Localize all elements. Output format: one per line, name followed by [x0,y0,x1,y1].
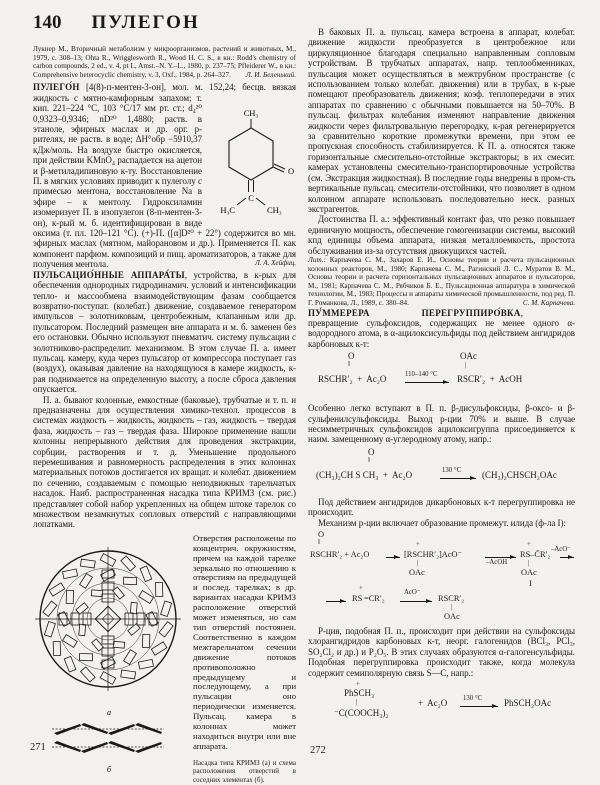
formula-number: I [529,578,532,588]
paragraph-pulsation-types: П. а. бывают колонные, емкостные (баковые), трубчатые и т. п. и предназначены для осуществления химико-технол. процессов в системах жидкость – жидкость, жидкость – газ, жидкость – твердая фаза, жидкость – газ – твердая фаза. Широкое применение нашли колонны непрерывного действия для проведения экстракции, сорбции, растворения и т. д. Уменьшение продольного перемешивания и равномерность распределения в этих колоннах материальных потоков достигается их вращат. и колебат. движением по сечению, создаваемым с помощью неподвижных тарельчатых насадок. Наиб. распространенная насадка типа КРИМЗ (см. рис.) представляет собой набор укрепленных на общем штоке тарелок со множеством незамкнутых сопловых отверстий с направляющими лопатками. [33,394,296,530]
formula-term: O [318,529,325,539]
header-page-number: 140 [33,12,62,33]
arrow-label: 130 °C [463,695,483,702]
carbon-label: C [248,192,254,203]
arrow-label: 130 °C [442,466,462,474]
figure-label-a: а [106,706,112,717]
reaction-scheme-semipolar [308,681,575,733]
paragraph-similar-reactions: Р-ция, подобная П. п., происходит при действии на сульфоксиды хлорангидридов карбоновых к-т, неорг. галогенидов (BCl₃, PCl₃, SO₂Cl₂ и др.) и P₂O₅. В этих случаях образуются α-галогенсульфиды. Подобная перегруппировка происходит также, когда молекула содержит семиполярную связь S—C, напр.: [308,625,575,678]
methyl-right-label: CH₃ [267,204,282,215]
paragraph-mechanism-intro: Механизм р-ции включает образование промежут. илида (ф-ла I): [318,517,566,528]
lit-label: Лит.: [308,255,326,264]
figure-side-text [193,534,296,784]
formula-term: + Ac₂O [418,698,448,708]
double-bond: ‖ [318,537,320,546]
reaction-arrow [386,557,400,558]
formula-term: OAc [521,567,537,577]
entry-text: [4(8)-п-ментен-3-он], мол. м. 152,24; бесцв. вязкая [79,82,296,93]
reaction-arrow [326,601,346,602]
single-bond: | [528,559,530,567]
reaction-arrow [440,478,476,479]
arrow-label: –AcOH [486,558,508,566]
left-column [33,45,296,784]
single-bond: | [465,361,467,370]
lit-text: Карпачева С. М., Захаров Е. И., Основы теории и расчета пульсационных колонных реакторов, М., 1980; Карпачева С. М., Рагинский Л. С., Муратов В. М., Основы теории и расчета горизонтальных пульсационных аппаратов и пульсаторов, М., 1981; Карпачева С. М., Рябчиков Б. Е., Пульсационная аппаратура в химической технологии, М., 1983; Процессы и аппараты химической промышленности, под ред. П. Г. Романкова, Л., 1989, с. 380–84. [308,255,575,307]
author-signature: С. М. Карпачева. [522,298,575,307]
arrow-label: AcO⁻ [404,588,421,596]
entry-pulsation [33,270,296,395]
paragraph-scope: Особенно легко вступают в П. п. β-дисульфоксиды, β-оксо- и β-сульфенилсульфоксиды. Выход р-ции 70% и выше. В случае несимметричных сульфоксидов ацилоксигруппа присоединяется к наим. замещенному α-углеродному атому, напр.: [308,403,575,445]
double-bond: ‖ [348,360,350,369]
formula-term: RSCHR′₂ + Ac₂O [310,549,370,559]
formula-term: OAc [444,611,460,621]
formula-term: OAc [460,351,477,362]
mechanism-scheme [308,531,575,623]
entry-text: жидкость с мятно-камфорным запахом; т. кип. 221–224 °C, 103 °C/17 мм рт. ст.; d₄²⁰ 0,9323–0,9346; nD²⁰ 1,4880; раств. в этаноле, эфирных маслах и др. орг. р-рителях, не раств. в воде; ΔH°обр −5910,37 кДж/моль. На воздухе быстро окисляется, при действии KMnO₄ распадается на ацетон и β-метиладипиновую к-ту. Восстановление П. в мягких условиях приводит к пулеголу с примесью ментона, восстановление Na в эфире – к ментолу. Гидроксиламин изомеризует П. в изопулегон (8-п-ментен-3-он), к-рый м. б. идентифицирован в виде оксима (т. пл. 120–121 °C). (+)-П. ([α]D²⁰ + 22°) содержится во мн. эфирных маслах (мятном, майорановом и др.). Применяется П. как компонент парфюм. композиций и пищ. ароматизаторов, а также для получения ментола. [33,92,296,270]
formula-term: [RSCHR′₂]AcO⁻ [404,549,463,559]
formula-term: OAc [409,567,425,577]
formula-term: RSCR′₂ + AcOH [457,374,523,385]
krimz-figure [33,534,296,784]
reaction-arrow [560,557,574,558]
arrow-label: 110–140 °C [405,371,438,379]
paragraph-wrapped: Отверстия расположены по концентрич. окружностям, причем на каждой тарелке зеркально по отношению к отверстиям на предыдущей и послед. тарелках; в др. вариантах насадки КРИМЗ расположение отверстий может изменяться, но сам тип отверстий постоянен. Соответственно в каждом межтарельчатом сечении движение потоков противоположно предыдущему и последующему, а при пульсации оно периодически изменяется. Пульсац. камера в колоннах может находиться внутри или вне аппарата. [193,532,296,751]
references-text: Лукнер М., Вторичный метаболизм у микроорганизмов, растений и животных, М., 1979, с. 308–13; Ohta R., Wrigglesworth R., Wood H. C. S., в кн.: Rodd's chemistry of carbon compounds, 2 ed., v. 4, pt L, Amst.–N. Y.–L., 1980, p. 237–75; Pfleiderer W., в кн.: Comprehensive heterocyclic chemistry, v. 3, Oxf., 1984, p. 264–327. [33,45,296,79]
formula-term: RSCHR′₂ + Ac₂O [318,374,387,385]
formula-term: ⁻C(COOCH₃)₂ [334,708,389,718]
paragraph-tank-apparatus: В баковых П. а. пульсац. камера встроена в аппарат, колебат. движение жидкости преобразуется в центробежное или циркуляционное благодаря специально направленным сопловым устройствам. В трубчатых аппаратах, напр. теплообменниках, пульсация может осуществляться в межтрубном пространстве (с использованием только колебат. движения) или в трубах, в к-рые помещают преобразователь движения; коэф. теплопередачи в этих аппаратах по сравнению с обычными повышается на 50–70%. В пульсац. фильтрах колебания изменяют направление движения жидкости через фильтровальную перегородку, к-рая регенерируется за сравнительно короткие промежутки времени, при этом ее пропускная способность стабилизируется. К П. а. относятся также горизонтальные смесительно-отстойные экстракторы; в их смесит. камерах установлены смесительно-транспортировочные устройства (см. Экстракция жидкостная). В последние годы внедрены в пром-сть вертикальные пульсац. смесители-отстойники, что позволяет в одном колонном аппарате использовать последовательно неск. разных экстрагентов. [308,27,575,214]
formula-term: (CH₃)₂CHSCH₂OAc [482,469,557,480]
figure-drawings [33,534,185,784]
entry-text: , устройства, в к-рых для обеспечения однородных гидродинамич. условий и интенсификации тепло- и массообмена взаимодействующим фазам сообщается возвратно-поступат. (колебат.) движение, создаваемое генератором импульсов – золотниковым, центробежным, клапанным или др. пульсатором. Последний размещен вне аппарата и м. б. заменен без его остановки. Обычно используют пневматич. систему пульсации с золотниково-распределит. механизмом. В этом случае П. а. имеет пульсац. камеру, куда через пульсатор от компрессора поступает газ (воздух), оказывая давление на находящуюся в камере жидкость, к-рая поднимается на определенную высоту, а после сброса давления опускается. [33,269,296,395]
krimz-plate-diagram [33,534,185,702]
pulegone-structure [206,94,296,222]
paragraph-dicarboxylic: Под действием ангидридов дикарбоновых к-т перегруппировка не происходит. [308,496,575,518]
arrow-label: –AcO⁻ [551,545,571,553]
formula-term: RS [352,593,363,603]
single-bond: | [356,698,358,706]
methyl-label: CH₃ [243,107,259,118]
figure-caption: Насадка типа КРИМЗ (а) и схема расположения отверстий в соседних элементах (б). [193,758,296,784]
page-number-left: 271 [30,742,46,753]
formula-term: PhSCH₂OAc [504,698,552,708]
single-bond: | [417,559,419,567]
formula-term: PhSCH₃ [344,688,375,698]
plus-charge: + [416,540,420,548]
author-signature: Л. И. Беленький. [245,70,296,79]
slot-arrangement-diagram [50,717,168,759]
formula-term: O [368,446,375,457]
formula-term: RSCR′₂ [438,593,465,603]
double-bond: ‖ [368,455,370,464]
entry-pummerer [308,308,575,350]
figure-label-b: б [106,763,112,774]
running-head-title: ПУЛЕГОН [91,12,200,33]
headword-pummerer: ПУ́ММЕРЕРА ПЕРЕГРУППИРО́ВКА [308,307,521,318]
reaction-arrow [405,382,449,383]
entry-text: , превращение сульфоксидов, содержащих не менее одного α-водородного атома, в α-ацилоксисульфиды под действием ангидридов карбоновых к-т: [308,307,575,349]
reaction-arrow [485,557,516,558]
plus-charge: + [356,681,360,688]
paragraph-advantages: Достоинства П. а.: эффективный контакт фаз, что резко повышает единичную мощность, обеспечение гомогенизации системы, высокий кпд единицы объема аппарата, низкая металлоемкость, простота обслуживания из-за отсутствия движущихся частей. [308,214,575,256]
right-column [308,27,575,736]
entry-pulegon [33,82,296,269]
plus-charge: + [527,540,531,548]
previous-article-references [33,45,296,79]
headword-pulsation: ПУЛЬСАЦИО́ННЫЕ АППАРА́ТЫ [33,269,185,280]
headword-pulegon: ПУЛЕГО́Н [33,82,80,93]
reaction-arrow [460,706,498,707]
pulegone-structure-drawing [206,94,296,222]
author-signature: Л. А. Хейфиц. [254,259,296,268]
formula-term: RS–C̄R′₂ [520,549,551,559]
formula-term: O [348,351,355,362]
plus-charge: + [359,584,363,592]
methyl-left-label: H₃C [220,204,235,215]
reaction-arrow [400,601,432,602]
oxygen-label: O [288,165,295,176]
formula-term: (CH₃)₂CH S CH₃ + Ac₂O [316,469,413,480]
single-bond: | [451,603,453,611]
formula-term: =CR′₂ [364,593,385,603]
reaction-scheme-example [308,448,575,494]
reaction-scheme-general [308,352,575,400]
literature-references [308,256,575,308]
page-number-right: 272 [310,745,326,756]
page-header [33,12,200,34]
